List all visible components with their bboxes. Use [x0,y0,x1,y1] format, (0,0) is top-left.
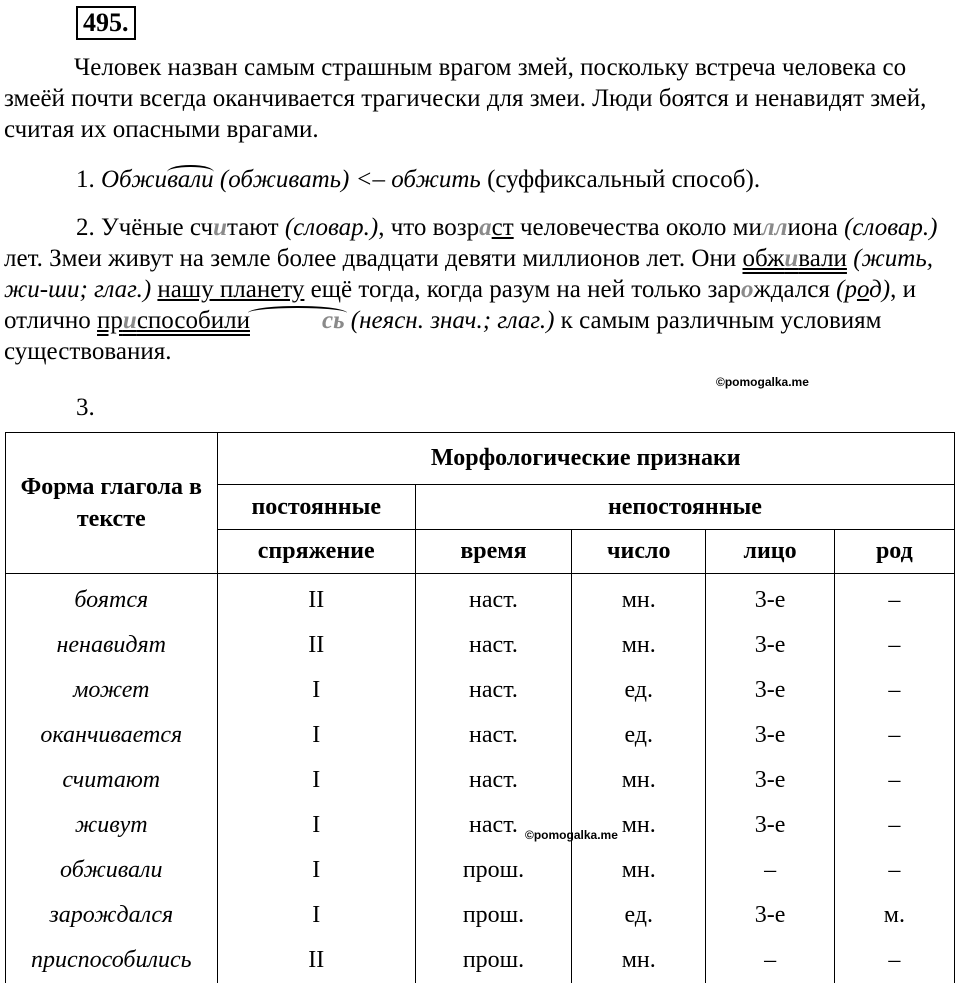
header-variable: непостоянные [415,485,954,530]
cell-verb-form: ненавидят [6,623,218,668]
cell-verb-form: оканчивается [6,713,218,758]
cell-person: 3-е [706,713,834,758]
cell-gender: м. [834,893,954,938]
cell-conjugation: II [217,574,415,624]
cell-conjugation: II [217,938,415,983]
object-underlined: нашу планету [157,276,305,303]
cell-verb-form: зарождался [6,893,218,938]
cell-verb-form: приспособились [6,938,218,983]
cell-verb-form: может [6,668,218,713]
consonant-highlight: лл [761,214,788,241]
vowel-highlight: и [784,245,799,272]
item-1-word-prefix: Обжи [101,166,168,193]
paragraph-1: Человек назван самым страшным врагом змей, поскольку встреча человека со змеёй почти всегда оканчивается трагически для змеи. Люди боятся и ненавидят змей, считая их опасными врагами. [4,54,927,143]
item-1 [76,164,956,195]
note-italic: (жить, жи-ши; глаг.) [4,245,933,303]
note-italic: (словар.) [844,214,938,241]
group-header: Морфологические признаки [217,433,954,485]
cell-verb-form: живут [6,803,218,848]
cell-gender: – [834,574,954,624]
cell-number: ед. [572,668,706,713]
cell-tense: наст. [415,758,571,803]
table-row [6,668,955,713]
cell-number: мн. [572,758,706,803]
item-2-number: 2. [76,214,95,241]
text-fragment: человечества около ми [513,214,762,241]
cell-conjugation: I [217,803,415,848]
header-gender: род [834,530,954,574]
cell-gender: – [834,713,954,758]
column-header-form: Форма глагола в тексте [6,433,218,574]
cell-tense: наст. [415,574,571,624]
header-person: лицо [706,530,834,574]
cell-conjugation: I [217,848,415,893]
text-fragment: Учёные сч [101,214,214,241]
cell-gender: – [834,848,954,893]
note-italic-underlined: о [856,276,870,303]
item-3-number: 3. [76,394,95,421]
cell-number: мн. [572,574,706,624]
cell-gender: – [834,668,954,713]
predicate-obzhivali [743,245,847,272]
note-italic: д) [869,276,891,303]
text-fragment: пр [97,307,123,334]
table-row [6,623,955,668]
watermark: ©pomogalka.me [716,375,809,389]
cell-verb-form: боятся [6,574,218,624]
cell-tense: прош. [415,893,571,938]
item-2 [4,212,956,367]
cell-number: ед. [572,713,706,758]
table-row [6,574,955,624]
item-1-method: (суффиксальный способ). [480,166,761,193]
header-number: число [572,530,706,574]
table-row [6,848,955,893]
cell-gender: – [834,758,954,803]
item-1-derivation: (обживать) <– обжить [213,166,481,193]
cell-number: мн. [572,848,706,893]
cell-gender: – [834,803,954,848]
text-fragment: , что возр [378,214,480,241]
text-fragment: обж [742,245,785,272]
text-fragment: , и отлично [4,276,916,334]
note-italic: (неясн. знач.; глаг.) [344,307,555,334]
cell-tense: наст. [415,668,571,713]
cell-tense: прош. [415,938,571,983]
text-fragment: лет. Змеи живут на земле более двадцати девяти миллионов лет. Они [4,245,743,272]
cell-conjugation: I [217,893,415,938]
predicate-prisposobilis [97,307,344,334]
cell-gender: – [834,623,954,668]
header-conjugation: спряжение [217,530,415,574]
cell-person: – [706,848,834,893]
vowel-highlight: а [479,214,492,241]
cell-conjugation: I [217,668,415,713]
cell-person: 3-е [706,574,834,624]
text-fragment: ждался [753,276,837,303]
cell-tense: наст. [415,713,571,758]
table-row [6,713,955,758]
postfix-arc: сь [250,305,345,336]
cell-tense: наст. [415,623,571,668]
cell-person: 3-е [706,623,834,668]
text-fragment: к самым различным условиям существования. [4,307,882,365]
item-1-number: 1. [76,166,95,193]
vowel-highlight: о [740,276,754,303]
text-fragment: ещё тогда, когда разум на ней только зар [304,276,741,303]
cell-conjugation: I [217,713,415,758]
vowel-highlight: и [122,307,137,334]
cell-tense: прош. [415,848,571,893]
vowel-highlight: и [213,214,227,241]
cell-number: мн. [572,938,706,983]
header-tense: время [415,530,571,574]
text-fragment: вали [798,245,847,272]
cell-conjugation: II [217,623,415,668]
note-italic: (словар.) [284,214,379,241]
text-fragment: способили [136,307,250,334]
exercise-number: 495. [76,6,136,40]
underlined-fragment: ст [491,214,514,241]
item-1-suffix-arc: вали [167,166,214,193]
cell-verb-form: считают [6,758,218,803]
table-row [6,803,955,848]
cell-number: мн. [572,623,706,668]
text-fragment: тают [226,214,285,241]
cell-tense: наст. [415,803,571,848]
cell-number: ед. [572,893,706,938]
header-constant: постоянные [217,485,415,530]
cell-gender: – [834,938,954,983]
cell-person: 3-е [706,893,834,938]
watermark: ©pomogalka.me [525,828,618,842]
cell-conjugation: I [217,758,415,803]
cell-person: 3-е [706,758,834,803]
cell-verb-form: обживали [6,848,218,893]
cell-person: 3-е [706,803,834,848]
morphology-table [5,432,955,983]
table-row [6,938,955,983]
note-italic: (р [836,276,857,303]
table-row [6,758,955,803]
cell-person: – [706,938,834,983]
cell-person: 3-е [706,668,834,713]
cell-number: мн. [572,803,706,848]
table-row [6,893,955,938]
text-fragment: иона [787,214,845,241]
